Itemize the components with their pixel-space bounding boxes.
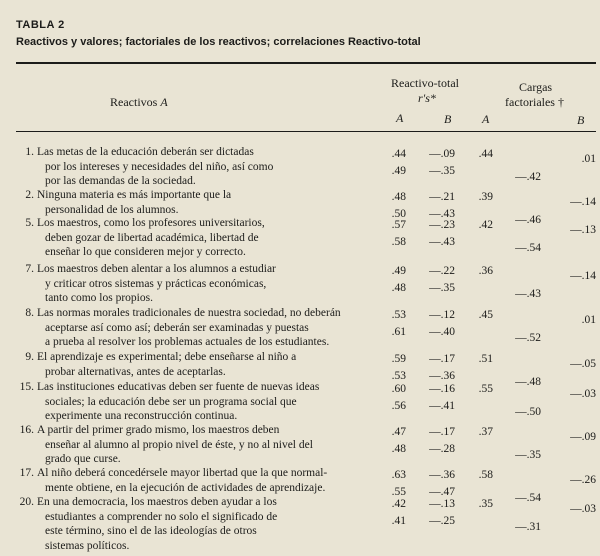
item-text bbox=[16, 466, 361, 495]
item-line: Los maestros deben alentar a los alumnos a estudiar bbox=[37, 263, 276, 275]
value-rt-a-1: .44 bbox=[391, 148, 406, 160]
table-row bbox=[0, 495, 600, 553]
value-cf-b: —.14 bbox=[570, 196, 596, 208]
value-rt-a-2: .48 bbox=[391, 442, 406, 455]
table-row bbox=[0, 380, 600, 424]
item-number: 16. bbox=[19, 424, 34, 436]
value-rt-a-1: .48 bbox=[391, 191, 406, 203]
header-col-b2: B bbox=[577, 113, 585, 127]
value-rt-a-2: .58 bbox=[391, 235, 406, 248]
item-text bbox=[16, 216, 361, 260]
value-rt-b-2: —.28 bbox=[429, 442, 455, 455]
item-line: Ninguna materia es más importante que la bbox=[37, 189, 232, 201]
value-rt-b-2: —.43 bbox=[429, 207, 455, 220]
value-rt-a-2: .41 bbox=[391, 514, 406, 527]
value-rt-a-1: .59 bbox=[391, 353, 406, 365]
value-rt-b-2: —.35 bbox=[429, 281, 455, 294]
item-line: mente obtiene, en la ejecución de actividades de aprendizaje. bbox=[45, 481, 326, 494]
item-line: por las demandas de la sociedad. bbox=[45, 175, 196, 188]
value-cf-mid: —.46 bbox=[515, 213, 541, 226]
value-rt-a-1: .47 bbox=[391, 426, 406, 438]
item-line: A partir del primer grado mismo, los maestros deben bbox=[37, 424, 280, 436]
top-rule bbox=[16, 62, 596, 64]
item-line: Las instituciones educativas deben ser fuente de nuevas ideas bbox=[37, 381, 320, 393]
value-cf-mid: —.35 bbox=[515, 448, 541, 461]
header-reactivos-form: A bbox=[160, 95, 168, 109]
value-cf-mid: —.50 bbox=[515, 405, 541, 418]
value-rt-a-1: .42 bbox=[391, 498, 406, 510]
item-line: probar alternativas, antes de aceptarlas. bbox=[45, 365, 226, 378]
value-cf-b: —.03 bbox=[570, 503, 596, 515]
value-rt-b-2: —.40 bbox=[429, 325, 455, 338]
item-number: 1. bbox=[25, 146, 34, 158]
value-rt-b-1: —.36 bbox=[429, 469, 455, 481]
item-line: enseñar lo que consideren mejor y correcto. bbox=[45, 246, 246, 259]
value-rt-b-1: —.23 bbox=[429, 219, 455, 231]
header-col-a1: A bbox=[396, 111, 404, 125]
table-row bbox=[0, 145, 600, 189]
value-cf-mid: —.54 bbox=[515, 491, 541, 504]
value-cf-mid: —.48 bbox=[515, 375, 541, 388]
item-line: sistemas políticos. bbox=[45, 539, 130, 552]
value-rt-b-2: —.35 bbox=[429, 164, 455, 177]
item-number: 7. bbox=[25, 263, 34, 275]
value-cf-b: —.09 bbox=[570, 431, 596, 443]
value-cf-mid: —.42 bbox=[515, 170, 541, 183]
item-line: Los maestros, como los profesores universitarios, bbox=[37, 217, 265, 229]
value-cf-a: .58 bbox=[478, 469, 493, 481]
item-number: 17. bbox=[19, 467, 34, 479]
value-cf-b: .01 bbox=[581, 153, 596, 165]
value-cf-b: —.14 bbox=[570, 270, 596, 282]
value-rt-b-1: —.22 bbox=[429, 265, 455, 277]
value-rt-a-1: .49 bbox=[391, 265, 406, 277]
value-rt-b-2: —.41 bbox=[429, 399, 455, 412]
value-cf-b: —.26 bbox=[570, 474, 596, 486]
table-row bbox=[0, 306, 600, 350]
item-line: aceptarse así como así; deberán ser examinadas y puestas bbox=[45, 321, 309, 334]
value-rt-a-2: .55 bbox=[391, 485, 406, 498]
item-text bbox=[16, 188, 361, 217]
value-rt-a-2: .56 bbox=[391, 399, 406, 412]
item-text bbox=[16, 380, 361, 424]
item-text bbox=[16, 350, 361, 379]
item-line: tanto como los propios. bbox=[45, 292, 153, 305]
header-rs: r's* bbox=[418, 91, 436, 105]
header-col-b1: B bbox=[444, 112, 452, 126]
value-cf-a: .42 bbox=[478, 219, 493, 231]
value-cf-a: .36 bbox=[478, 265, 493, 277]
item-line: personalidad de los alumnos. bbox=[45, 203, 179, 216]
item-text bbox=[16, 306, 361, 350]
item-text bbox=[16, 495, 361, 553]
item-line: Las normas morales tradicionales de nuestra sociedad, no deberán bbox=[37, 307, 341, 319]
value-cf-mid: —.54 bbox=[515, 241, 541, 254]
item-number: 15. bbox=[19, 381, 34, 393]
item-line: por los intereses y necesidades del niño, así como bbox=[45, 160, 274, 173]
value-rt-a-2: .48 bbox=[391, 281, 406, 294]
value-rt-b-1: —.13 bbox=[429, 498, 455, 510]
header-reactivos: Reactivos A bbox=[110, 95, 168, 109]
value-rt-b-2: —.25 bbox=[429, 514, 455, 527]
item-line: Las metas de la educación deberán ser dictadas bbox=[37, 146, 254, 158]
table-title: Reactivos y valores; factoriales de los reactivos; correlaciones Reactivo-total bbox=[16, 36, 421, 48]
item-line: enseñar al alumno al propio nivel de éste, y no al nivel del bbox=[45, 438, 313, 451]
value-rt-b-1: —.16 bbox=[429, 383, 455, 395]
item-text bbox=[16, 423, 361, 467]
value-rt-b-1: —.09 bbox=[429, 148, 455, 160]
item-line: Al niño deberá concedérsele mayor libertad que la que normal- bbox=[37, 467, 328, 479]
item-number: 9. bbox=[25, 351, 34, 363]
value-cf-mid: —.43 bbox=[515, 287, 541, 300]
item-number: 8. bbox=[25, 307, 34, 319]
value-cf-b: —.13 bbox=[570, 224, 596, 236]
value-rt-a-2: .53 bbox=[391, 369, 406, 382]
item-line: El aprendizaje es experimental; debe enseñarse al niño a bbox=[37, 351, 297, 363]
item-line: grado que curse. bbox=[45, 453, 121, 466]
item-line: a prueba al resolver los problemas actuales de los estudiantes. bbox=[45, 336, 330, 349]
value-cf-a: .39 bbox=[478, 191, 493, 203]
value-rt-a-1: .60 bbox=[391, 383, 406, 395]
header-rule bbox=[16, 131, 596, 132]
value-rt-a-1: .63 bbox=[391, 469, 406, 481]
value-rt-b-1: —.21 bbox=[429, 191, 455, 203]
value-rt-a-2: .49 bbox=[391, 164, 406, 177]
item-line: En una democracia, los maestros deben ayudar a los bbox=[37, 496, 277, 508]
header-reactivo-total: Reactivo-total bbox=[391, 76, 459, 90]
item-number: 2. bbox=[25, 189, 34, 201]
item-line: sociales; la educación debe ser un programa social que bbox=[45, 395, 297, 408]
value-cf-a: .44 bbox=[478, 148, 493, 160]
value-cf-a: .51 bbox=[478, 353, 493, 365]
item-text bbox=[16, 145, 361, 189]
item-line: estudiantes a comprender no solo el significado de bbox=[45, 510, 278, 523]
table-number: TABLA 2 bbox=[16, 19, 65, 31]
value-cf-a: .37 bbox=[478, 426, 493, 438]
value-rt-b-2: —.43 bbox=[429, 235, 455, 248]
value-rt-b-2: —.47 bbox=[429, 485, 455, 498]
table-row bbox=[0, 262, 600, 306]
header-cargas-line2: factoriales † bbox=[505, 95, 564, 109]
value-rt-a-2: .61 bbox=[391, 325, 406, 338]
value-cf-mid: —.52 bbox=[515, 331, 541, 344]
item-text bbox=[16, 262, 361, 306]
value-rt-b-1: —.17 bbox=[429, 353, 455, 365]
value-cf-a: .35 bbox=[478, 498, 493, 510]
value-rt-a-1: .57 bbox=[391, 219, 406, 231]
value-rt-a-2: .50 bbox=[391, 207, 406, 220]
item-number: 20. bbox=[19, 496, 34, 508]
header-cargas-line1: Cargas bbox=[519, 80, 553, 94]
table-row bbox=[0, 423, 600, 467]
value-rt-b-1: —.12 bbox=[429, 309, 455, 321]
item-line: experimente una reconstrucción continua. bbox=[45, 410, 238, 423]
item-number: 5. bbox=[25, 217, 34, 229]
item-line: y criticar otros sistemas y prácticas económicas, bbox=[45, 277, 267, 290]
item-line: este término, sino el de las ideologías de otros bbox=[45, 525, 257, 538]
value-cf-b: .01 bbox=[581, 314, 596, 326]
value-cf-a: .45 bbox=[478, 309, 493, 321]
header-col-a2: A bbox=[482, 112, 490, 126]
value-rt-a-1: .53 bbox=[391, 309, 406, 321]
value-cf-a: .55 bbox=[478, 383, 493, 395]
value-rt-b-2: —.36 bbox=[429, 369, 455, 382]
value-cf-b: —.03 bbox=[570, 388, 596, 400]
value-cf-mid: —.31 bbox=[515, 520, 541, 533]
value-cf-b: —.05 bbox=[570, 358, 596, 370]
value-rt-b-1: —.17 bbox=[429, 426, 455, 438]
item-line: deben gozar de libertad académica, libertad de bbox=[45, 231, 259, 244]
